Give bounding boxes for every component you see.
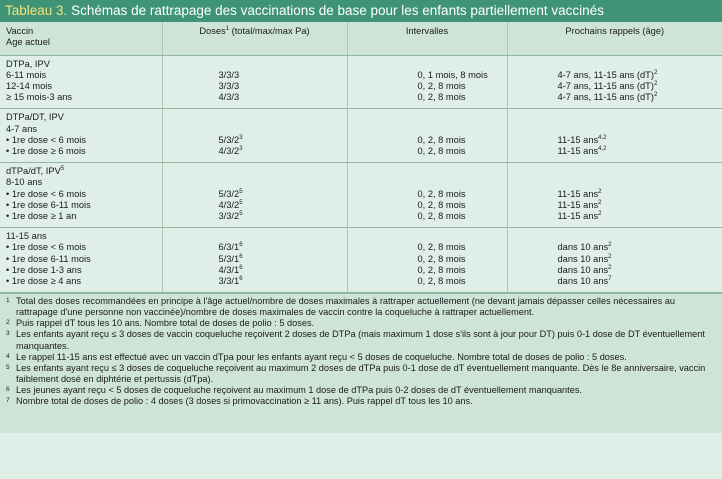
row-intervals	[354, 276, 507, 287]
row-doses-text: 4/3/3	[218, 92, 240, 103]
row-rappel-footnote-ref: 2	[598, 210, 602, 217]
row-intervals-text: 0, 1 mois, 8 mois	[417, 69, 488, 80]
row-age-text: • 1re dose 6-11 mois	[6, 199, 91, 210]
row-doses-text: 3/3/2	[218, 210, 240, 221]
row-doses-text: 5/3/1	[218, 253, 240, 264]
footnote-text: Les enfants ayant reçu ≤ 3 doses de coqueluche reçoivent au maximum 2 doses de dTPa puis 0-1 dose de dT éventuellement manquante. Dès le 8e anniversaire, vaccin faiblement dosé en diphtérie et pertussis (dTpa).	[16, 362, 706, 384]
vaccine-name	[6, 112, 162, 123]
row-doses-footnote-ref: 6	[239, 242, 243, 249]
spacer	[169, 59, 347, 70]
age-group-text: 4-7 ans	[6, 123, 38, 134]
row-doses-footnote-ref: 5	[239, 188, 243, 195]
row-age-text: • 1re dose < 6 mois	[6, 134, 86, 145]
footnote	[6, 385, 716, 396]
row-intervals-text: 0, 2, 8 mois	[417, 92, 466, 103]
table-title	[0, 0, 722, 22]
row-intervals-text: 0, 2, 8 mois	[417, 199, 466, 210]
row-age	[6, 265, 162, 276]
row-intervals	[354, 81, 507, 92]
row-rappel-footnote-ref: 2	[653, 92, 658, 99]
row-rappel-footnote-ref: 2	[653, 69, 658, 76]
row-intervals	[354, 135, 507, 146]
table-header-row	[0, 22, 722, 55]
table-title-text: Schémas de rattrapage des vaccinations de base pour les enfants partiellement vaccinés	[71, 3, 604, 18]
row-intervals	[354, 254, 507, 265]
row-intervals	[354, 146, 507, 157]
row-intervals-text: 0, 2, 8 mois	[417, 210, 466, 221]
row-age-text: • 1re dose 1-3 ans	[6, 264, 82, 275]
row-doses-footnote-ref: 3	[239, 145, 243, 152]
row-doses	[169, 70, 347, 81]
spacer	[354, 166, 507, 177]
cell-intervals	[347, 228, 507, 293]
footnote-text: Les enfants ayant reçu ≤ 3 doses de vaccin coqueluche reçoivent 2 doses de DTPa (mais maximum 1 dose s'ils sont à jour pour DT) puis 0-1 dose de DT éventuellement manquantes.	[16, 329, 705, 351]
row-doses	[169, 276, 347, 287]
header-doses	[162, 22, 347, 55]
row-rappel	[514, 135, 722, 146]
row-rappel-text: 11-15 ans	[557, 199, 599, 210]
row-age-text: 6-11 mois	[6, 69, 47, 80]
row-doses-footnote-ref: 5	[239, 199, 243, 206]
table-row-group	[0, 55, 722, 109]
spacer	[354, 112, 507, 123]
row-rappel-text: dans 10 ans	[557, 242, 609, 253]
age-group	[6, 177, 162, 188]
row-doses	[169, 211, 347, 222]
row-rappel-footnote-ref: 7	[608, 275, 612, 282]
spacer	[514, 231, 722, 242]
footnote-number: 4	[6, 352, 10, 360]
row-age-text: • 1re dose ≥ 6 mois	[6, 145, 86, 156]
row-rappel-footnote-ref: 2	[608, 253, 612, 260]
row-intervals	[354, 92, 507, 103]
row-doses-text: 3/3/3	[218, 69, 240, 80]
row-age	[6, 135, 162, 146]
spacer	[354, 231, 507, 242]
row-intervals-text: 0, 2, 8 mois	[417, 145, 466, 156]
spacer	[514, 59, 722, 70]
row-rappel	[514, 81, 722, 92]
table-row-group	[0, 228, 722, 293]
row-intervals-text: 0, 2, 8 mois	[417, 275, 466, 286]
row-age-text: • 1re dose ≥ 4 ans	[6, 275, 82, 286]
row-intervals-text: 0, 2, 8 mois	[417, 188, 466, 199]
row-rappel-text: 4-7 ans, 11-15 ans (dT)	[557, 92, 654, 103]
footnote-number: 3	[6, 330, 10, 338]
row-age	[6, 70, 162, 81]
row-doses-text: 3/3/3	[218, 80, 240, 91]
footnote-number: 5	[6, 363, 10, 371]
row-doses-text: 3/3/1	[218, 275, 240, 286]
row-doses-footnote-ref: 6	[239, 275, 243, 282]
row-doses	[169, 135, 347, 146]
footnote-text: Les jeunes ayant reçu < 5 doses de coqueluche reçoivent au maximum 1 dose de dTPa puis 0-2 doses de dT éventuellement manquantes.	[16, 384, 582, 395]
footnote	[6, 329, 716, 351]
cell-intervals	[347, 109, 507, 163]
row-rappel-text: 11-15 ans	[557, 145, 599, 156]
vaccine-name-text: dTPa/dT, IPV	[6, 166, 61, 177]
row-doses-footnote-ref: 6	[239, 253, 243, 260]
spacer	[514, 177, 722, 188]
vaccine-name-text: DTPa/DT, IPV	[6, 112, 64, 123]
vaccine-name	[6, 59, 162, 70]
spacer	[169, 166, 347, 177]
row-age	[6, 242, 162, 253]
row-age	[6, 81, 162, 92]
spacer	[514, 112, 722, 123]
header-rappels: Prochains rappels (âge)	[507, 22, 722, 55]
age-group	[6, 124, 162, 135]
row-doses-footnote-ref: 3	[239, 134, 243, 141]
row-rappel	[514, 70, 722, 81]
header-intervals: Intervalles	[347, 22, 507, 55]
row-rappel-footnote-ref: 4,2	[598, 134, 607, 141]
cell-doses	[162, 109, 347, 163]
row-rappel-text: dans 10 ans	[557, 264, 609, 275]
row-age	[6, 189, 162, 200]
row-rappel-text: 11-15 ans	[557, 134, 599, 145]
row-rappel	[514, 265, 722, 276]
row-age	[6, 276, 162, 287]
row-age-text: • 1re dose < 6 mois	[6, 188, 86, 199]
footnote-number: 1	[6, 297, 10, 305]
row-age	[6, 254, 162, 265]
age-group-text: 8-10 ans	[6, 177, 43, 188]
spacer	[354, 124, 507, 135]
cell-rappels	[507, 109, 722, 163]
row-rappel-footnote-ref: 2	[598, 199, 602, 206]
row-rappel-text: dans 10 ans	[557, 275, 609, 286]
footnote	[6, 296, 716, 318]
row-intervals-text: 0, 2, 8 mois	[417, 242, 466, 253]
row-rappel-footnote-ref: 4,2	[598, 145, 607, 152]
footnote-text: Nombre total de doses de polio : 4 doses (3 doses si primovaccination ≥ 11 ans). Puis rappel dT tous les 10 ans.	[16, 396, 473, 406]
cell-rappels	[507, 228, 722, 293]
row-age	[6, 200, 162, 211]
row-intervals	[354, 265, 507, 276]
header-doses-sup: 1	[225, 26, 230, 32]
footnote-number: 2	[6, 319, 10, 327]
row-rappel	[514, 146, 722, 157]
table-row-group	[0, 109, 722, 163]
row-rappel-footnote-ref: 2	[608, 264, 612, 271]
row-age-text: • 1re dose 6-11 mois	[6, 253, 91, 264]
row-rappel	[514, 242, 722, 253]
cell-age	[0, 55, 162, 109]
row-intervals	[354, 189, 507, 200]
row-age	[6, 146, 162, 157]
cell-intervals	[347, 163, 507, 228]
table-row-group	[0, 163, 722, 228]
row-intervals	[354, 70, 507, 81]
row-intervals	[354, 211, 507, 222]
footnotes	[0, 293, 722, 433]
cell-rappels	[507, 163, 722, 228]
header-doses-label: Doses	[199, 26, 226, 36]
row-rappel-text: dans 10 ans	[557, 253, 609, 264]
footnote	[6, 318, 716, 329]
vaccine-name-text: 11-15 ans	[6, 231, 47, 242]
row-doses-text: 4/3/2	[218, 145, 240, 156]
row-doses-text: 4/3/1	[218, 264, 240, 275]
row-doses	[169, 146, 347, 157]
row-doses-footnote-ref: 5	[239, 210, 243, 217]
footnote-text: Puis rappel dT tous les 10 ans. Nombre total de doses de polio : 5 doses.	[16, 318, 315, 329]
spacer	[354, 177, 507, 188]
footnote	[6, 352, 716, 363]
header-vaccine	[0, 22, 162, 55]
table-label: Tableau 3.	[5, 3, 68, 18]
row-rappel-text: 4-7 ans, 11-15 ans (dT)	[557, 80, 654, 91]
spacer	[169, 112, 347, 123]
header-vaccine-label: Vaccin	[6, 26, 34, 36]
row-rappel	[514, 92, 722, 103]
spacer	[514, 124, 722, 135]
row-intervals	[354, 242, 507, 253]
row-intervals-text: 0, 2, 8 mois	[417, 253, 466, 264]
row-doses	[169, 81, 347, 92]
row-rappel-text: 11-15 ans	[557, 210, 599, 221]
row-age-text: • 1re dose < 6 mois	[6, 242, 86, 253]
row-age	[6, 211, 162, 222]
vaccination-table	[0, 22, 722, 293]
footnote-text: Total des doses recommandées en principe à l'âge actuel/nombre de doses maximales à rattraper actuellement (ne devant jamais dépasser celles nécessaires au rattrapage d'une personne non vaccinée)/nombre de doses maximales de vaccin contre la coqueluche à rattraper actuellement.	[16, 296, 676, 318]
cell-intervals	[347, 55, 507, 109]
cell-doses	[162, 228, 347, 293]
row-doses-text: 6/3/1	[218, 242, 240, 253]
row-doses-footnote-ref: 6	[239, 264, 243, 271]
row-rappel-footnote-ref: 2	[598, 188, 602, 195]
row-intervals-text: 0, 2, 8 mois	[417, 80, 466, 91]
cell-doses	[162, 163, 347, 228]
row-rappel	[514, 200, 722, 211]
row-intervals-text: 0, 2, 8 mois	[417, 264, 466, 275]
spacer	[169, 177, 347, 188]
row-rappel	[514, 189, 722, 200]
cell-age	[0, 109, 162, 163]
cell-age	[0, 163, 162, 228]
header-doses-rest: (total/max/max Pa)	[229, 26, 310, 36]
row-doses	[169, 92, 347, 103]
row-rappel	[514, 211, 722, 222]
footnote-text: Le rappel 11-15 ans est effectué avec un vaccin dTpa pour les enfants ayant reçu < 5 doses de coqueluche. Nombre total de doses de polio : 5 doses.	[16, 351, 627, 362]
row-doses-text: 5/3/2	[218, 134, 240, 145]
footnote	[6, 396, 716, 407]
vaccine-name-text: DTPa, IPV	[6, 58, 50, 69]
row-rappel-text: 4-7 ans, 11-15 ans (dT)	[557, 69, 654, 80]
row-doses-text: 4/3/2	[218, 199, 240, 210]
row-doses	[169, 265, 347, 276]
cell-age	[0, 228, 162, 293]
row-doses	[169, 254, 347, 265]
row-age-text: 12-14 mois	[6, 80, 52, 91]
row-rappel-footnote-ref: 2	[608, 242, 612, 249]
row-rappel-text: 11-15 ans	[557, 188, 599, 199]
header-age-label: Age actuel	[6, 37, 50, 48]
row-age-text: • 1re dose ≥ 1 an	[6, 210, 77, 221]
row-age	[6, 92, 162, 103]
spacer	[169, 231, 347, 242]
spacer	[169, 124, 347, 135]
vaccine-name	[6, 231, 162, 242]
row-rappel-footnote-ref: 2	[653, 80, 658, 87]
row-rappel	[514, 254, 722, 265]
cell-rappels	[507, 55, 722, 109]
spacer	[514, 166, 722, 177]
row-age-text: ≥ 15 mois-3 ans	[6, 92, 73, 103]
row-intervals-text: 0, 2, 8 mois	[417, 134, 466, 145]
vaccine-name-footnote-ref: 5	[60, 166, 65, 173]
cell-doses	[162, 55, 347, 109]
row-rappel	[514, 276, 722, 287]
row-doses	[169, 242, 347, 253]
row-intervals	[354, 200, 507, 211]
spacer	[354, 59, 507, 70]
row-doses	[169, 189, 347, 200]
row-doses	[169, 200, 347, 211]
row-doses-text: 5/3/2	[218, 188, 240, 199]
footnote	[6, 363, 716, 385]
footnote-number: 7	[6, 397, 10, 404]
footnote-number: 6	[6, 385, 10, 393]
vaccine-name	[6, 166, 162, 177]
